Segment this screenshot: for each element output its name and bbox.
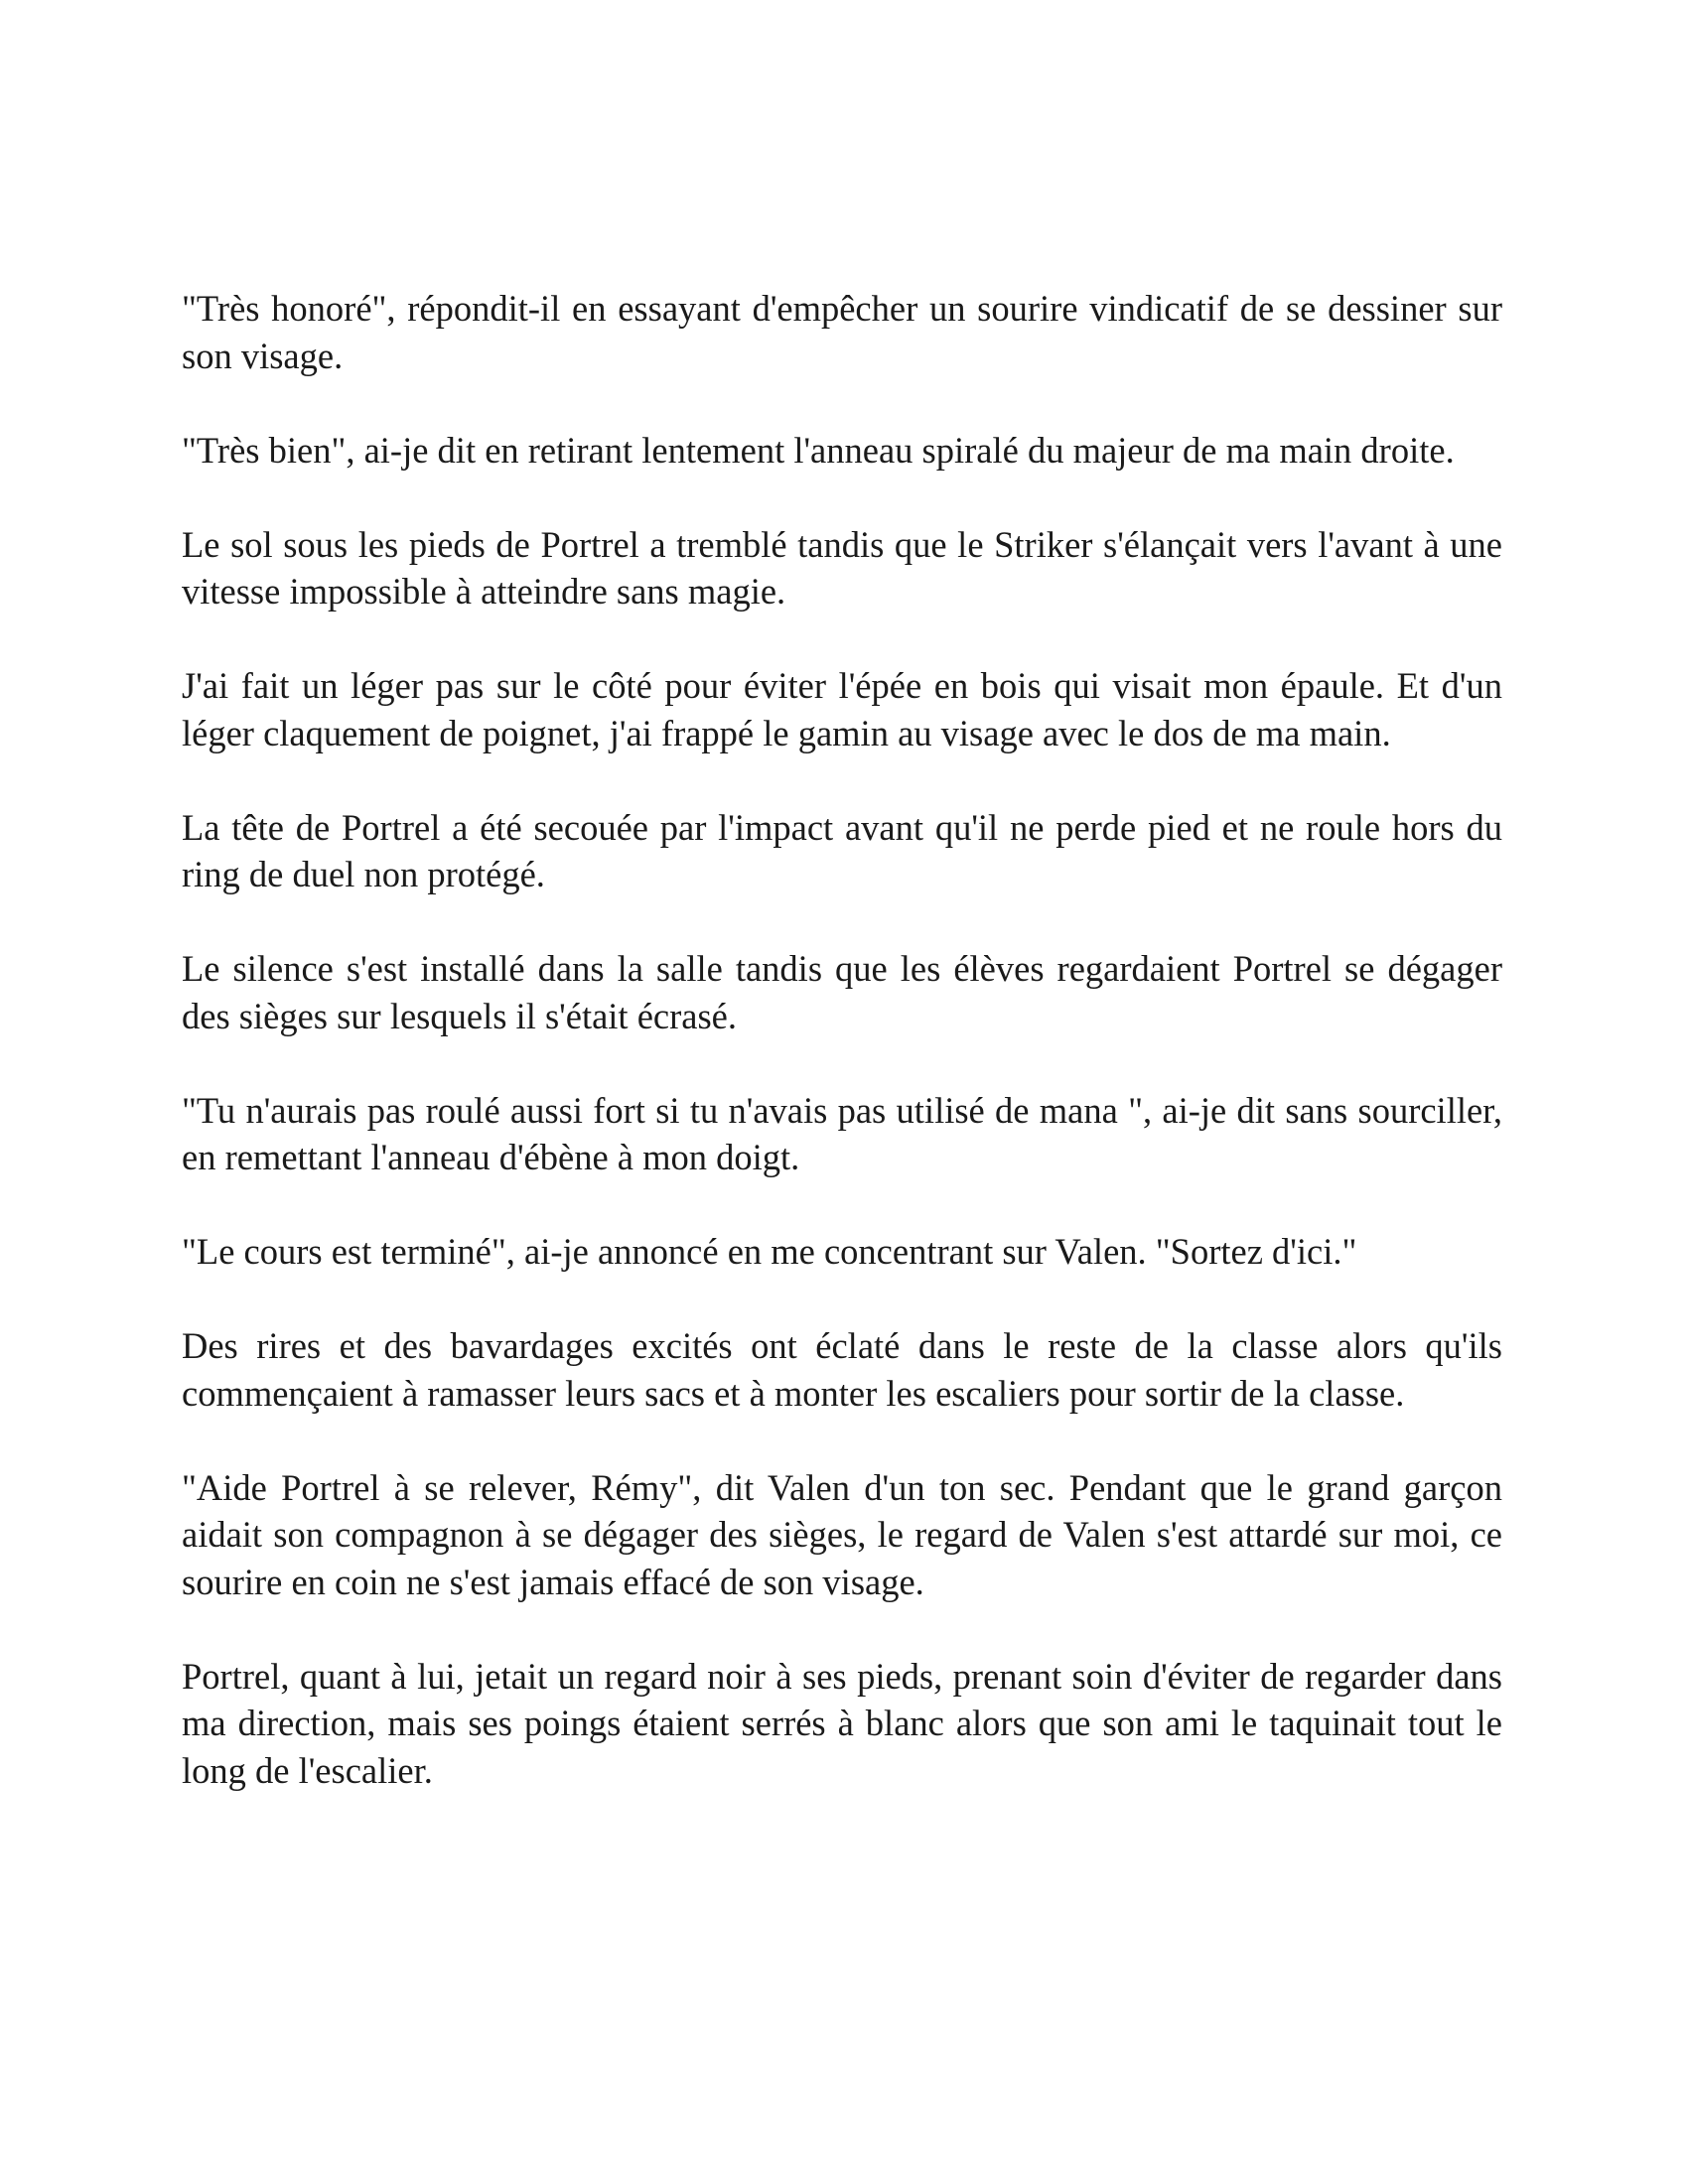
body-text xyxy=(182,285,1502,1794)
paragraph-2: "Très bien", ai-je dit en retirant lentement l'anneau spiralé du majeur de ma main droite. xyxy=(182,429,1455,471)
paragraph-7: "Tu n'aurais pas roulé aussi fort si tu n'avais pas utilisé de mana ", ai-je dit sans sourciller, en remettant l'anneau d'ébène à mon doigt. xyxy=(182,1089,1502,1177)
paragraph-11: Portrel, quant à lui, jetait un regard noir à ses pieds, prenant soin d'éviter de regarder dans ma direction, mais ses poings étaient serrés à blanc alors que son ami le taquinait tout le long de l'escalier. xyxy=(182,1655,1502,1791)
paragraph-5: La tête de Portrel a été secouée par l'impact avant qu'il ne perde pied et ne roule hors du ring de duel non protégé. xyxy=(182,806,1502,894)
paragraph-9: Des rires et des bavardages excités ont éclaté dans le reste de la classe alors qu'ils commençaient à ramasser leurs sacs et à monter les escaliers pour sortir de la classe. xyxy=(182,1325,1502,1414)
paragraph-3: Le sol sous les pieds de Portrel a tremblé tandis que le Striker s'élançait vers l'avant à une vitesse impossible à atteindre sans magie. xyxy=(182,523,1502,612)
paragraph-10: "Aide Portrel à se relever, Rémy", dit Valen d'un ton sec. Pendant que le grand garçon aidait son compagnon à se dégager des sièges, le regard de Valen s'est attardé sur moi, ce sourire en coin ne s'est jamais effacé de son visage. xyxy=(182,1466,1502,1602)
paragraph-1: "Très honoré", répondit-il en essayant d'empêcher un sourire vindicatif de se dessiner sur son visage. xyxy=(182,288,1502,376)
paragraph-4: J'ai fait un léger pas sur le côté pour éviter l'épée en bois qui visait mon épaule. Et d'un léger claquement de poignet, j'ai frappé le gamin au visage avec le dos de ma main. xyxy=(182,665,1502,753)
paragraph-6: Le silence s'est installé dans la salle tandis que les élèves regardaient Portrel se dégager des sièges sur lesquels il s'était écrasé. xyxy=(182,948,1502,1036)
paragraph-8: "Le cours est terminé", ai-je annoncé en me concentrant sur Valen. "Sortez d'ici." xyxy=(182,1231,1357,1272)
